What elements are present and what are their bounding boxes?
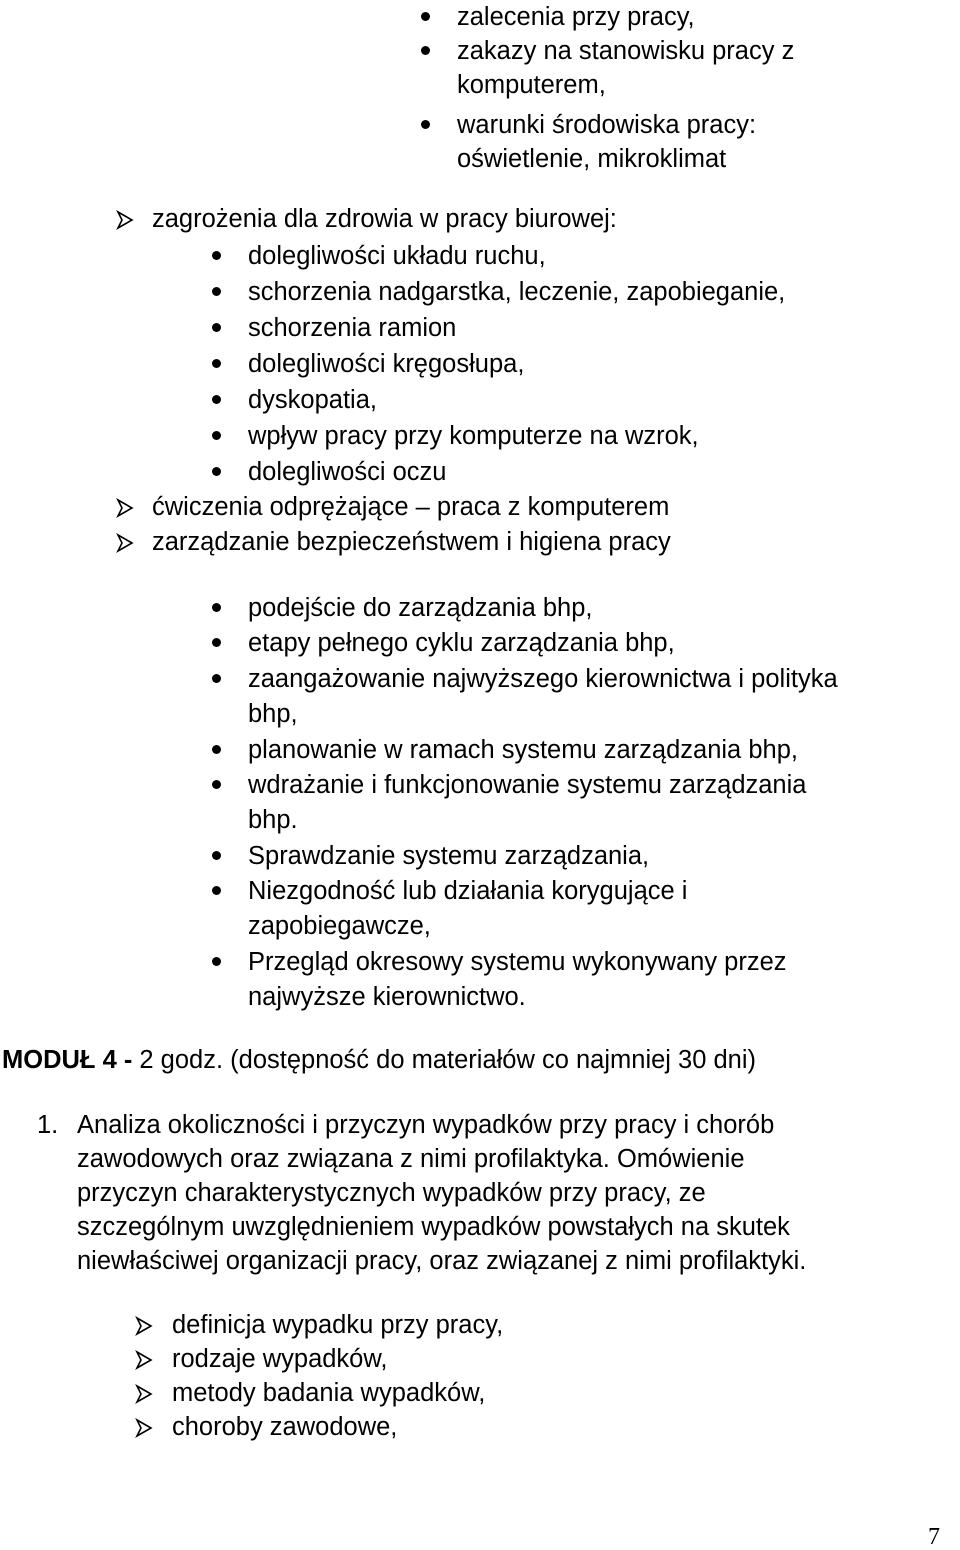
bullet-icon [212,287,221,296]
list-item: podejście do zarządzania bhp, [248,594,593,622]
list-item: Sprawdzanie systemu zarządzania, [248,842,650,870]
bullet-icon [421,12,430,21]
list-item: zalecenia przy pracy, [457,3,695,31]
section-heading: zagrożenia dla zdrowia w pracy biurowej: [152,205,617,233]
list-item-continuation: zapobiegawcze, [248,912,431,940]
bullet-icon [212,674,221,683]
arrow-bullet-icon [134,1384,154,1404]
paragraph-line: Analiza okoliczności i przyczyn wypadków przy pracy i chorób [77,1111,775,1139]
list-item: zakazy na stanowisku pracy z [457,37,795,65]
arrow-bullet-icon [115,498,135,518]
list-item: rodzaje wypadków, [172,1345,388,1373]
list-item: dolegliwości oczu [248,458,447,486]
bullet-icon [212,251,221,260]
bullet-icon [212,638,221,647]
paragraph-line: przyczyn charakterystycznych wypadków przy pracy, ze [77,1179,706,1207]
bullet-icon [212,957,221,966]
bullet-icon [212,886,221,895]
list-item: zaangażowanie najwyższego kierownictwa i polityka [248,665,838,693]
bullet-icon [212,745,221,754]
bullet-icon [421,46,430,55]
paragraph-line: zawodowych oraz związana z nimi profilaktyka. Omówienie [77,1145,745,1173]
list-item: warunki środowiska pracy: [457,111,757,139]
list-item: schorzenia nadgarstka, leczenie, zapobieganie, [248,278,786,306]
list-item: etapy pełnego cyklu zarządzania bhp, [248,629,675,657]
bullet-icon [212,467,221,476]
list-item: metody badania wypadków, [172,1379,486,1407]
module-heading-bold: MODUŁ 4 - [2,1046,133,1074]
page-number: 7 [928,1524,940,1550]
list-item: wdrażanie i funkcjonowanie systemu zarządzania [248,771,807,799]
list-item: choroby zawodowe, [172,1413,398,1441]
bullet-icon [212,851,221,860]
bullet-icon [212,603,221,612]
paragraph-line: szczególnym uwzględnieniem wypadków powstałych na skutek [77,1213,790,1241]
bullet-icon [212,323,221,332]
list-item: planowanie w ramach systemu zarządzania bhp, [248,736,798,764]
list-item: schorzenia ramion [248,314,457,342]
arrow-bullet-icon [115,210,135,230]
paragraph-line: niewłaściwej organizacji pracy, oraz związanej z nimi profilaktyki. [77,1247,807,1275]
bullet-icon [212,359,221,368]
arrow-bullet-icon [134,1418,154,1438]
list-item: dolegliwości kręgosłupa, [248,350,525,378]
bullet-icon [212,780,221,789]
list-item-continuation: bhp. [248,806,298,834]
bullet-icon [212,395,221,404]
arrow-bullet-icon [115,533,135,553]
arrow-bullet-icon [134,1350,154,1370]
list-item: Niezgodność lub działania korygujące i [248,877,688,905]
list-item: Przegląd okresowy systemu wykonywany przez [248,948,787,976]
section-heading: ćwiczenia odprężające – praca z komputerem [152,493,670,521]
list-item: wpływ pracy przy komputerze na wzrok, [248,422,699,450]
list-item-continuation: bhp, [248,700,298,728]
list-item-continuation: komputerem, [457,71,606,99]
list-item: definicja wypadku przy pracy, [172,1311,504,1339]
section-heading: zarządzanie bezpieczeństwem i higiena pracy [152,528,671,556]
bullet-icon [212,431,221,440]
list-item-continuation: najwyższe kierownictwo. [248,983,526,1011]
paragraph-number: 1. [37,1111,59,1139]
module-heading-rest: 2 godz. (dostępność do materiałów co najmniej 30 dni) [132,1046,757,1074]
arrow-bullet-icon [134,1316,154,1336]
bullet-icon [421,120,430,129]
list-item-continuation: oświetlenie, mikroklimat [457,145,727,173]
list-item: dolegliwości układu ruchu, [248,242,546,270]
list-item: dyskopatia, [248,386,377,414]
module-heading [2,1043,756,1077]
